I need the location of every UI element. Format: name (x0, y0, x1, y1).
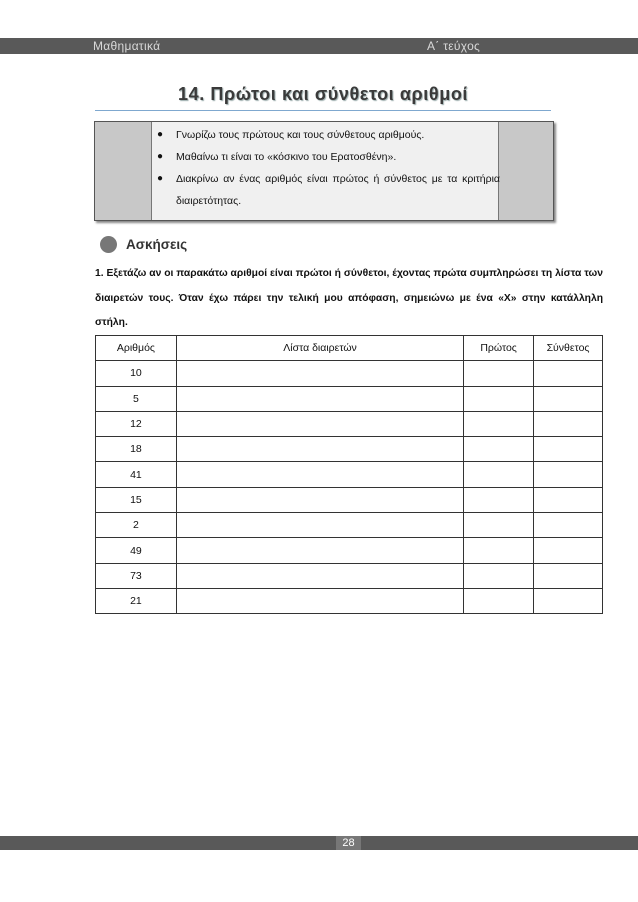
divisors-cell[interactable] (176, 487, 463, 512)
goal-text: Διακρίνω αν ένας αριθμός είναι πρώτος ή σύνθετος με τα κριτήρια διαιρετότητας. (176, 173, 500, 207)
table-row (96, 386, 603, 411)
divisors-cell[interactable] (176, 386, 463, 411)
col-prime-header: Πρώτος (464, 336, 534, 361)
divisors-cell[interactable] (176, 437, 463, 462)
number-cell: 21 (96, 588, 177, 613)
header-issue: Α΄ τεύχος (427, 39, 481, 53)
section-title: Ασκήσεις (126, 237, 188, 252)
number-cell: 15 (96, 487, 177, 512)
composite-cell[interactable] (534, 588, 603, 613)
col-composite-header: Σύνθετος (534, 336, 603, 361)
prime-cell[interactable] (464, 513, 534, 538)
table-row (96, 411, 603, 436)
header-subject: Μαθηματικά (93, 39, 161, 53)
prime-cell[interactable] (464, 361, 534, 386)
divisors-cell[interactable] (176, 462, 463, 487)
divisors-cell[interactable] (176, 563, 463, 588)
number-cell: 2 (96, 513, 177, 538)
footer-bar (0, 836, 638, 850)
prime-cell[interactable] (464, 386, 534, 411)
number-cell: 49 (96, 538, 177, 563)
col-number-header: Αριθμός (96, 336, 177, 361)
composite-cell[interactable] (534, 437, 603, 462)
composite-cell[interactable] (534, 538, 603, 563)
prime-cell[interactable] (464, 563, 534, 588)
composite-cell[interactable] (534, 361, 603, 386)
col-divisors-header: Λίστα διαιρετών (176, 336, 463, 361)
divisors-cell[interactable] (176, 588, 463, 613)
goal-item (155, 146, 500, 168)
table-header-row (96, 336, 603, 361)
page-number: 28 (336, 836, 361, 850)
number-cell: 10 (96, 361, 177, 386)
divisors-cell[interactable] (176, 411, 463, 436)
bullet-icon: ● (157, 173, 164, 184)
composite-cell[interactable] (534, 411, 603, 436)
divisors-cell[interactable] (176, 361, 463, 386)
composite-cell[interactable] (534, 386, 603, 411)
prime-cell[interactable] (464, 487, 534, 512)
title-underline (95, 110, 551, 111)
table-row (96, 487, 603, 512)
number-cell: 73 (96, 563, 177, 588)
goal-text: Γνωρίζω τους πρώτους και τους σύνθετους αριθμούς. (176, 129, 425, 141)
header-bar (0, 38, 638, 54)
table-row (96, 538, 603, 563)
section-circle-icon (100, 236, 117, 253)
number-cell: 12 (96, 411, 177, 436)
composite-cell[interactable] (534, 462, 603, 487)
divisors-cell[interactable] (176, 538, 463, 563)
goal-item (155, 124, 500, 146)
exercise-text: 1. Εξετάζω αν οι παρακάτω αριθμοί είναι πρώτοι ή σύνθετοι, έχοντας πρώτα συμπληρώσει τη λίστα των διαιρετών τους. Όταν έχω πάρει την τελική μου απόφαση, σημειώνω με ένα «Χ» στην κατάλληλη στήλη. (95, 268, 603, 328)
composite-cell[interactable] (534, 513, 603, 538)
composite-cell[interactable] (534, 563, 603, 588)
prime-cell[interactable] (464, 588, 534, 613)
divisors-table (95, 335, 603, 614)
prime-cell[interactable] (464, 462, 534, 487)
table-row (96, 361, 603, 386)
bullet-icon: ● (157, 151, 164, 162)
prime-cell[interactable] (464, 411, 534, 436)
prime-cell[interactable] (464, 437, 534, 462)
number-cell: 5 (96, 386, 177, 411)
goal-text: Μαθαίνω τι είναι το «κόσκινο του Ερατοσθένη». (176, 151, 397, 163)
table-row (96, 462, 603, 487)
table-row (96, 563, 603, 588)
goals-list (155, 124, 500, 212)
table-row (96, 437, 603, 462)
composite-cell[interactable] (534, 487, 603, 512)
divisors-cell[interactable] (176, 513, 463, 538)
table-row (96, 513, 603, 538)
prime-cell[interactable] (464, 538, 534, 563)
bullet-icon: ● (157, 129, 164, 140)
number-cell: 18 (96, 437, 177, 462)
goal-item (155, 168, 500, 212)
number-cell: 41 (96, 462, 177, 487)
page-title: 14. Πρώτοι και σύνθετοι αριθμοί (177, 84, 469, 104)
table-row (96, 588, 603, 613)
